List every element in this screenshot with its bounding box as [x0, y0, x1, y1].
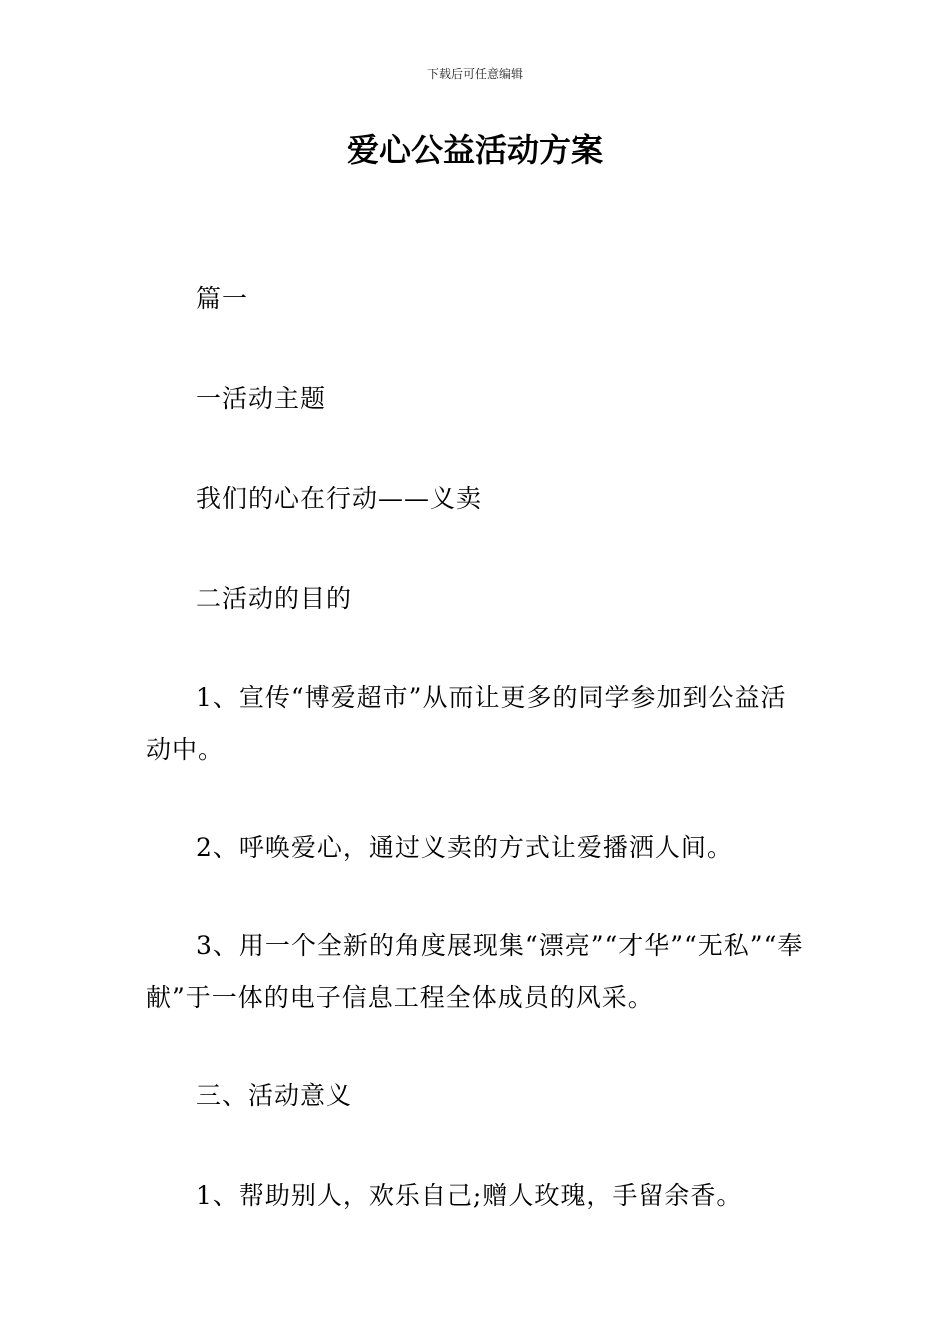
paragraph-purpose-2: 2、呼唤爱心，通过义卖的方式让爱播洒人间。: [196, 833, 733, 862]
paragraph-heading-theme: 一活动主题: [196, 384, 327, 413]
paragraph-heading-significance: 三、活动意义: [196, 1081, 353, 1110]
paragraph-purpose-1: 1、宣传“博爱超市”从而让更多的同学参加到公益活动中。: [146, 683, 787, 764]
header-note: 下载后可任意编辑: [426, 67, 523, 81]
paragraph-theme-text: 我们的心在行动——义卖: [196, 484, 483, 513]
paragraph-purpose-3: 3、用一个全新的角度展现集“漂亮”“才华”“无私”“奉献”于一体的电子信息工程全体成员的风采。: [146, 931, 804, 1012]
paragraph-heading-purpose: 二活动的目的: [196, 584, 353, 613]
paragraph-section-label: 篇一: [196, 284, 249, 313]
paragraph-significance-1: 1、帮助别人，欢乐自己;赠人玫瑰，手留余香。: [196, 1181, 743, 1210]
document-title: 爱心公益活动方案: [346, 131, 603, 169]
